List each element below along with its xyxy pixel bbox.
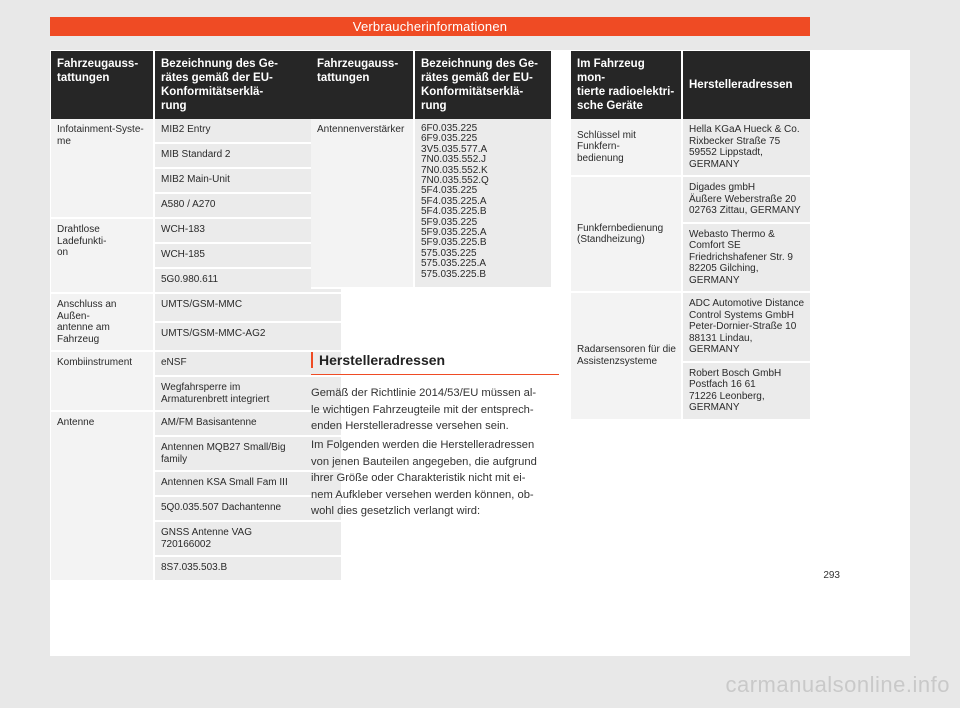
table3-header-addresses: Herstelleradressen: [681, 51, 810, 119]
table1-cell: 8S7.035.503.B: [153, 557, 341, 582]
table2-row-value: 6F0.035.225 6F9.035.225 3V5.035.577.A 7N0.035.552.J 7N0.035.552.K 7N0.035.552.Q 5F4.035.225 5F4.035.225.A 5F4.035.225.B 5F9.035.225 5F9.035.225.A 5F9.035.225.B 575.035.225 575.035.225.A 575.035.225.B: [413, 119, 551, 289]
table1-group-name: Kombiinstrument: [51, 352, 153, 412]
table1-header-equipment: Fahrzeugauss- tattungen: [51, 51, 153, 119]
page-number: 293: [823, 570, 840, 581]
watermark: carmanualsonline.info: [725, 672, 950, 697]
table-row: [51, 119, 341, 144]
table2-row-name: Antennenverstärker: [311, 119, 413, 289]
paragraph: Gemäß der Richtlinie 2014/53/EU müssen al- le wichtigen Fahrzeugteile mit der entsprech- enden Herstelleradresse versehen sein.: [311, 387, 537, 432]
table3-group-name: Schlüssel mit Funkfern- bedienung: [571, 119, 681, 177]
table1-cell: UMTS/GSM-MMC: [153, 294, 341, 323]
table1-group-name: Anschluss an Außen- antenne am Fahrzeug: [51, 294, 153, 352]
table2-header-designation: Bezeichnung des Ge- rätes gemäß der EU- Konformitätserklä- rung: [413, 51, 551, 119]
paragraph: Im Folgenden werden die Herstelleradressen von jenen Bauteilen angegeben, die aufgrund ihrer Größe oder Charakteristik nicht mit ei- nem Aufkleber versehen werden können, ob- wohl dies gesetzlich verlangt wird:: [311, 439, 537, 517]
table3-address: Digades gmbH Äußere Weberstraße 20 02763 Zittau, GERMANY: [681, 177, 810, 224]
table1-header-designation: Bezeichnung des Ge- rätes gemäß der EU- Konformitätserklä- rung: [153, 51, 341, 119]
table1-cell: MIB Standard 2: [153, 144, 341, 169]
table1-cell: MIB2 Main-Unit: [153, 169, 341, 194]
table3-address: Hella KGaA Hueck & Co. Rixbecker Straße 75 59552 Lippstadt, GERMANY: [681, 119, 810, 177]
table-row: [51, 352, 341, 377]
table1-cell: WCH-183: [153, 219, 341, 244]
equipment-table-2: [311, 51, 551, 289]
table3-group-name: Radarsensoren für die Assistenzsysteme: [571, 293, 681, 421]
page-header: [50, 17, 810, 36]
table-row: [51, 219, 341, 244]
table3-address: Webasto Thermo & Comfort SE Friedrichshafener Str. 9 82205 Gilching, GERMANY: [681, 224, 810, 294]
equipment-table-1: [51, 51, 341, 582]
table-row: [571, 119, 810, 177]
table-row: [51, 294, 341, 323]
table-row: [571, 293, 810, 363]
table1-cell: MIB2 Entry: [153, 119, 341, 144]
table-row: [51, 412, 341, 437]
table1-cell: A580 / A270: [153, 194, 341, 219]
section-heading-text: Herstelleradressen: [319, 352, 446, 368]
table1-group-name: Infotainment-Syste- me: [51, 119, 153, 219]
table-row: [311, 119, 551, 289]
table1-cell: GNSS Antenne VAG 720166002: [153, 522, 341, 557]
table2-header-equipment: Fahrzeugauss- tattungen: [311, 51, 413, 119]
table3-header-devices: Im Fahrzeug mon- tierte radioelektri- sche Geräte: [571, 51, 681, 119]
table1-cell: UMTS/GSM-MMC-AG2: [153, 323, 341, 352]
table3-address: ADC Automotive Distance Control Systems GmbH Peter-Dornier-Straße 10 88131 Lindau, GERMANY: [681, 293, 810, 363]
table1-cell: 5Q0.035.507 Dachantenne: [153, 497, 341, 522]
page-header-title: Verbraucherinformationen: [352, 19, 508, 34]
table1-group-name: Antenne: [51, 412, 153, 582]
table1-cell: 5G0.980.611: [153, 269, 341, 294]
table3-address: Robert Bosch GmbH Postfach 16 61 71226 Leonberg, GERMANY: [681, 363, 810, 421]
table1-cell: eNSF: [153, 352, 341, 377]
table1-cell: Wegfahrsperre im Armaturenbrett integriert: [153, 377, 341, 412]
table1-group-name: Drahtlose Ladefunkti- on: [51, 219, 153, 294]
table1-cell: Antennen MQB27 Small/Big family: [153, 437, 341, 472]
table3-group-name: Funkfernbedienung (Standheizung): [571, 177, 681, 293]
manufacturer-address-table: [571, 51, 810, 421]
section-heading: [311, 352, 559, 375]
table-row: [571, 177, 810, 224]
table1-cell: AM/FM Basisantenne: [153, 412, 341, 437]
table1-cell: WCH-185: [153, 244, 341, 269]
table1-cell: Antennen KSA Small Fam III: [153, 472, 341, 497]
